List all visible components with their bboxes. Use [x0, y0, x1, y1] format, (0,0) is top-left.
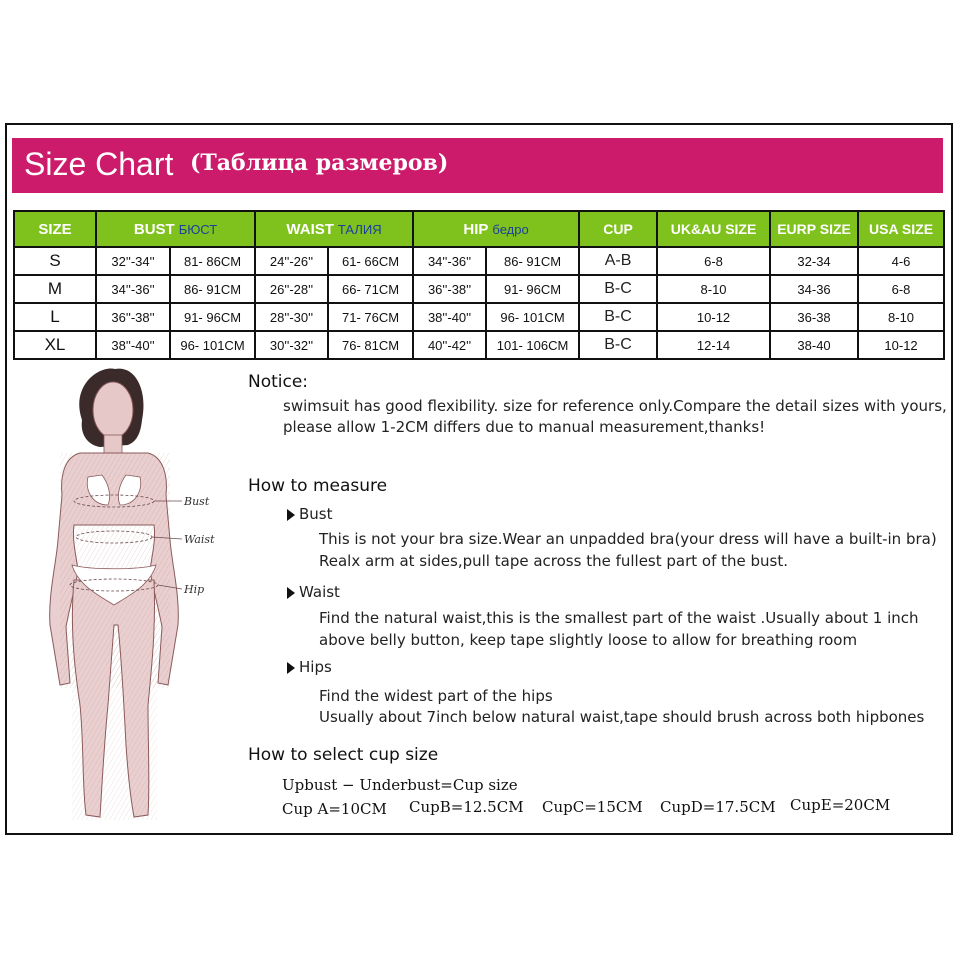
hip-cm-cell: 86- 91CM — [486, 247, 579, 275]
ukau-cell: 10-12 — [657, 303, 770, 331]
figure-label-hip: Hip — [184, 583, 205, 596]
triangle-arrow-icon — [287, 509, 295, 521]
header-waist: WAIST ТАЛИЯ — [255, 211, 413, 247]
hips-text-2: Usually about 7inch below natural waist,tape should brush across both hipbones — [319, 708, 925, 726]
hip-cm-cell: 96- 101CM — [486, 303, 579, 331]
eurp-cell: 36-38 — [770, 303, 858, 331]
size-cell: XL — [14, 331, 96, 359]
cup-cell: B-C — [579, 275, 657, 303]
header-ukau: UK&AU SIZE — [657, 211, 770, 247]
header-usa: USA SIZE — [858, 211, 944, 247]
bust-text-1: This is not your bra size.Wear an unpadded bra(your dress will have a built-in bra) — [319, 530, 937, 548]
eurp-cell: 32-34 — [770, 247, 858, 275]
waist-text-2: above belly button, keep tape slightly loose to allow for breathing room — [319, 631, 858, 649]
usa-cell: 4-6 — [858, 247, 944, 275]
waist-cm-cell: 71- 76CM — [328, 303, 413, 331]
waist-inch-cell: 30''-32'' — [255, 331, 328, 359]
notice-line-2: please allow 1-2CM differs due to manual measurement,thanks! — [283, 418, 766, 436]
bust-inch-cell: 32''-34'' — [96, 247, 170, 275]
bust-cm-cell: 91- 96CM — [170, 303, 255, 331]
cup-item: Cup A=10CM — [282, 800, 387, 818]
header-bust: BUST БЮСТ — [96, 211, 255, 247]
header-size: SIZE — [14, 211, 96, 247]
bust-cm-cell: 81- 86CM — [170, 247, 255, 275]
table-row — [14, 275, 944, 303]
table-row — [14, 247, 944, 275]
usa-cell: 10-12 — [858, 331, 944, 359]
bust-inch-cell: 34''-36'' — [96, 275, 170, 303]
figure-label-waist: Waist — [184, 533, 215, 546]
bust-inch-cell: 38''-40'' — [96, 331, 170, 359]
waist-inch-cell: 24''-26'' — [255, 247, 328, 275]
hip-cm-cell: 101- 106CM — [486, 331, 579, 359]
usa-cell: 6-8 — [858, 275, 944, 303]
waist-cm-cell: 76- 81CM — [328, 331, 413, 359]
hip-inch-cell: 40''-42'' — [413, 331, 486, 359]
size-cell: M — [14, 275, 96, 303]
waist-inch-cell: 28''-30'' — [255, 303, 328, 331]
size-table — [13, 210, 945, 360]
cup-size-heading: How to select cup size — [248, 745, 439, 765]
hip-inch-cell: 34''-36'' — [413, 247, 486, 275]
usa-cell: 8-10 — [858, 303, 944, 331]
triangle-arrow-icon — [287, 662, 295, 674]
notice-line-1: swimsuit has good flexibility. size for reference only.Compare the detail sizes with yours, — [283, 397, 947, 415]
ukau-cell: 8-10 — [657, 275, 770, 303]
ukau-cell: 6-8 — [657, 247, 770, 275]
waist-inch-cell: 26''-28'' — [255, 275, 328, 303]
waist-subheading: Waist — [287, 583, 340, 601]
bust-cm-cell: 86- 91CM — [170, 275, 255, 303]
hips-text-1: Find the widest part of the hips — [319, 687, 553, 705]
header-cup: CUP — [579, 211, 657, 247]
body-figure-illustration — [30, 365, 240, 830]
page-subtitle: (Таблица размеров) — [190, 150, 449, 176]
notice-heading: Notice: — [248, 372, 309, 392]
cup-cell: B-C — [579, 303, 657, 331]
hip-inch-cell: 36''-38'' — [413, 275, 486, 303]
hip-inch-cell: 38''-40'' — [413, 303, 486, 331]
eurp-cell: 38-40 — [770, 331, 858, 359]
bust-text-2: Realx arm at sides,pull tape across the fullest part of the bust. — [319, 552, 789, 570]
cup-cell: A-B — [579, 247, 657, 275]
size-cell: S — [14, 247, 96, 275]
hips-subheading: Hips — [287, 658, 332, 676]
header-hip: HIP бедро — [413, 211, 579, 247]
size-cell: L — [14, 303, 96, 331]
bust-cm-cell: 96- 101CM — [170, 331, 255, 359]
hip-cm-cell: 91- 96CM — [486, 275, 579, 303]
size-chart-banner — [12, 138, 943, 193]
header-eurp: EURP SIZE — [770, 211, 858, 247]
table-header-row — [14, 211, 944, 247]
bust-inch-cell: 36''-38'' — [96, 303, 170, 331]
cup-item: CupE=20CM — [790, 796, 891, 814]
face-shape — [93, 382, 133, 438]
figure-label-bust: Bust — [184, 495, 210, 508]
waist-cm-cell: 66- 71CM — [328, 275, 413, 303]
triangle-arrow-icon — [287, 587, 295, 599]
cup-item: CupB=12.5CM — [409, 798, 524, 816]
waist-cm-cell: 61- 66CM — [328, 247, 413, 275]
measure-heading: How to measure — [248, 476, 388, 496]
page-title: Size Chart — [24, 146, 174, 182]
bust-subheading: Bust — [287, 505, 333, 523]
cup-item: CupD=17.5CM — [660, 798, 776, 816]
eurp-cell: 34-36 — [770, 275, 858, 303]
table-row — [14, 331, 944, 359]
table-row — [14, 303, 944, 331]
cup-item: CupC=15CM — [542, 798, 643, 816]
cup-formula: Upbust − Underbust=Cup size — [282, 776, 518, 794]
ukau-cell: 12-14 — [657, 331, 770, 359]
waist-text-1: Find the natural waist,this is the smallest part of the waist .Usually about 1 inch — [319, 609, 919, 627]
cup-cell: B-C — [579, 331, 657, 359]
